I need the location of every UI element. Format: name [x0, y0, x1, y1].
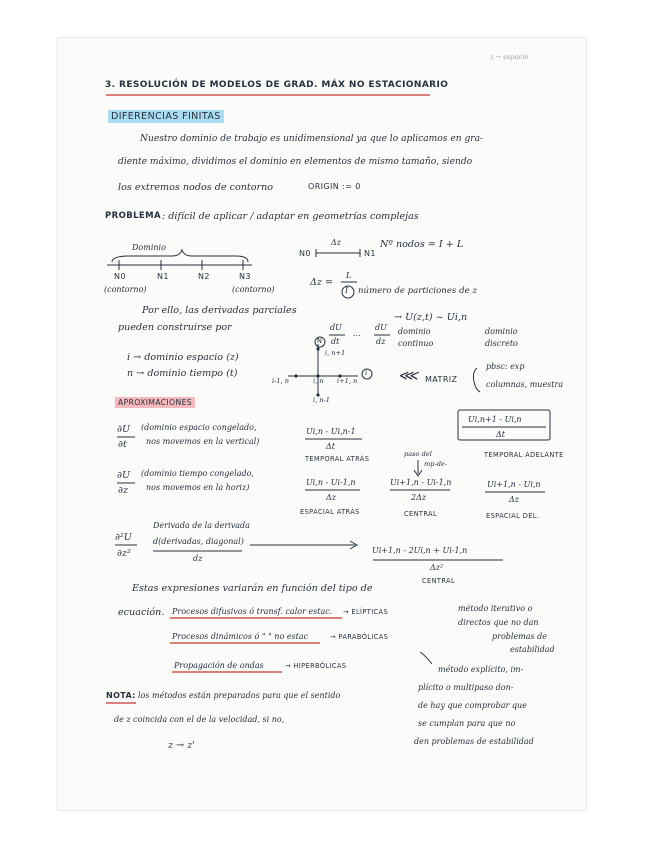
f5-den: Δz: [509, 495, 519, 504]
f2-num: Ui,n+1 - Ui,n: [468, 415, 522, 424]
node-label-1: N1: [157, 272, 169, 281]
row1-num: ∂U: [117, 424, 131, 435]
problem-text: : difícil de aplicar / adaptar en geometrías complejas: [162, 211, 419, 222]
derivatives-intro-1: Por ello, las derivadas parciales: [142, 305, 297, 316]
page-title: 3. RESOLUCIÓN DE MODELOS DE GRAD. MÁX NO ESTACIONARIO: [105, 80, 449, 90]
process-1: Procesos difusivos ó transf. calor estac.: [172, 607, 333, 616]
partial-dt: dt: [331, 337, 340, 346]
dz-n0: N0: [299, 249, 311, 258]
nota-line-2: de z coincida con el de la velocidad, si no,: [114, 715, 285, 724]
row2-den: ∂z: [118, 485, 129, 496]
row3-num: ∂²U: [115, 532, 132, 543]
f3-num: Ui,n - Ui-1,n: [306, 478, 356, 487]
dz-eq-rest: número de particiones de z: [358, 286, 477, 296]
row3-text-3: dz: [193, 554, 203, 563]
row2-num: ∂U: [117, 470, 131, 481]
i-domain-line: i → dominio espacio (z): [127, 352, 239, 363]
problem-label: PROBLEMA: [105, 211, 161, 221]
dom-cont-2: continuo: [398, 339, 434, 348]
nota-line-1: los métodos están preparados para que el sentido: [138, 691, 341, 700]
result-2-line-5: den problemas de estabilidad: [414, 737, 534, 746]
process-2: Procesos dinámicos ó " " no estac: [172, 632, 309, 641]
f6-num: Ui+1,n - 2Ui,n + Ui-1,n: [372, 546, 468, 555]
result-2-line-2: plícito o multipaso don-: [418, 683, 514, 692]
f4-num: Ui+1,n - Ui-1,n: [390, 478, 452, 487]
f2-label: TEMPORAL ADELANTE: [484, 451, 564, 459]
stencil-i-mark: i: [365, 369, 368, 377]
dom-cont-1: dominio: [398, 327, 431, 336]
result-1-line-2: directos que no dan: [458, 618, 539, 627]
nota-label: NOTA:: [106, 691, 136, 700]
row1-text-2: nos movemos en la vertical): [146, 437, 260, 446]
partial-dots: ...: [353, 329, 361, 338]
result-1-line-1: método iterativo o: [458, 604, 533, 613]
f5-label: ESPACIAL DEL.: [486, 512, 540, 520]
process-3: Propagación de ondas: [174, 661, 264, 670]
f2-den: Δt: [496, 430, 505, 439]
result-1-line-3: problemas de: [492, 632, 548, 641]
partial-du-1: dU: [330, 323, 342, 332]
right-contorno: (contorno): [232, 285, 275, 294]
row1-den: ∂t: [118, 439, 127, 450]
partial-du-2: dU: [375, 323, 387, 332]
stencil-center: i, n: [313, 377, 324, 385]
stencil-top: i, n+1: [325, 349, 346, 357]
dom-disc-2: discreto: [485, 339, 518, 348]
result-1-line-4: estabilidad: [510, 645, 555, 654]
row1-text-1: (dominio espacio congelado,: [141, 423, 257, 432]
node-label-2: N2: [198, 272, 210, 281]
stencil-bottom: i, n-1: [313, 396, 330, 404]
corner-note: z → espacio: [490, 53, 529, 61]
equations-line-1: Estas expresiones variarán en función del tipo de: [132, 583, 373, 594]
f1-label: TEMPORAL ATRÁS: [305, 455, 370, 463]
domain-label: Dominio: [132, 243, 166, 252]
node-label-0: N0: [114, 272, 126, 281]
partial-dz: dz: [376, 337, 386, 346]
approx-heading: APROXIMACIONES: [115, 398, 195, 407]
matrix-branch-2: columnas, muestra: [486, 380, 564, 389]
forward-note: paso del: [404, 450, 432, 458]
f3-den: Δz: [326, 493, 336, 502]
process-1-type: → ELÍPTICAS: [343, 608, 389, 616]
row3-text-2: d(derivadas, diagonal): [153, 537, 244, 546]
f3-label: ESPACIAL ATRÁS: [300, 508, 360, 516]
process-3-type: → HIPERBÓLICAS: [285, 662, 347, 670]
origin-label: ORIGIN := 0: [308, 182, 361, 191]
stencil-right: i+1, n: [337, 377, 358, 385]
result-2-line-4: se cumplan para que no: [418, 719, 516, 728]
row2-text-1: (dominio tiempo congelado,: [141, 469, 254, 478]
n-domain-line: n → dominio tiempo (t): [127, 368, 238, 379]
intro-line-3: los extremos nodos de contorno: [118, 182, 274, 193]
section-heading: DIFERENCIAS FINITAS: [108, 111, 224, 122]
stencil-n-mark: N: [317, 337, 323, 345]
result-2-line-1: método explícito, im-: [438, 665, 524, 674]
matrix-branch-1: pbsc: exp: [486, 362, 525, 371]
f5-num: Ui+1,n - Ui,n: [487, 480, 541, 489]
dz-eq-lhs: Δz =: [310, 277, 334, 288]
dz-eq-num: L: [346, 271, 352, 280]
dom-disc-1: dominio: [485, 327, 518, 336]
matrix-symbol: ⋘: [398, 368, 418, 384]
intro-line-2: diente máximo, dividimos el dominio en elementos de mismo tamaño, siendo: [118, 157, 473, 167]
f4-den: 2Δz: [411, 493, 427, 502]
intro-line-1: Nuestro dominio de trabajo es unidimensional ya que lo aplicamos en gra-: [140, 134, 484, 144]
nota-line-3: z → z': [168, 740, 195, 751]
forward-note-2: mp-de-: [424, 460, 448, 468]
equations-line-2: ecuación.: [118, 607, 165, 618]
matrix-label: MATRIZ: [425, 375, 458, 384]
f1-num: Ui,n - Ui,n-1: [306, 427, 356, 436]
derivatives-intro-2: pueden construirse por: [118, 322, 232, 333]
row2-text-2: nos movemos en la horiz): [146, 483, 250, 492]
stencil-left: i-1, n: [272, 377, 289, 385]
result-2-line-3: de hay que comprobar que: [418, 701, 527, 710]
dz-n1: N1: [364, 249, 376, 258]
dz-eq-den: I: [345, 286, 349, 295]
dz-top: Δz: [331, 238, 341, 247]
row3-den: ∂z²: [117, 548, 131, 559]
node-label-3: N3: [239, 272, 251, 281]
row3-text-1: Derivada de la derivada: [153, 521, 250, 530]
left-contorno: (contorno): [104, 285, 147, 294]
f4-label: CENTRAL: [404, 510, 438, 518]
nodes-count: Nº nodos = I + L: [380, 239, 464, 250]
process-2-type: → PARABÓLICAS: [330, 633, 389, 641]
arrow-u: → U(z,t) ~ Ui,n: [394, 312, 468, 323]
f1-den: Δt: [326, 442, 335, 451]
f6-label: CENTRAL: [422, 577, 456, 585]
f6-den: Δz²: [430, 563, 444, 572]
